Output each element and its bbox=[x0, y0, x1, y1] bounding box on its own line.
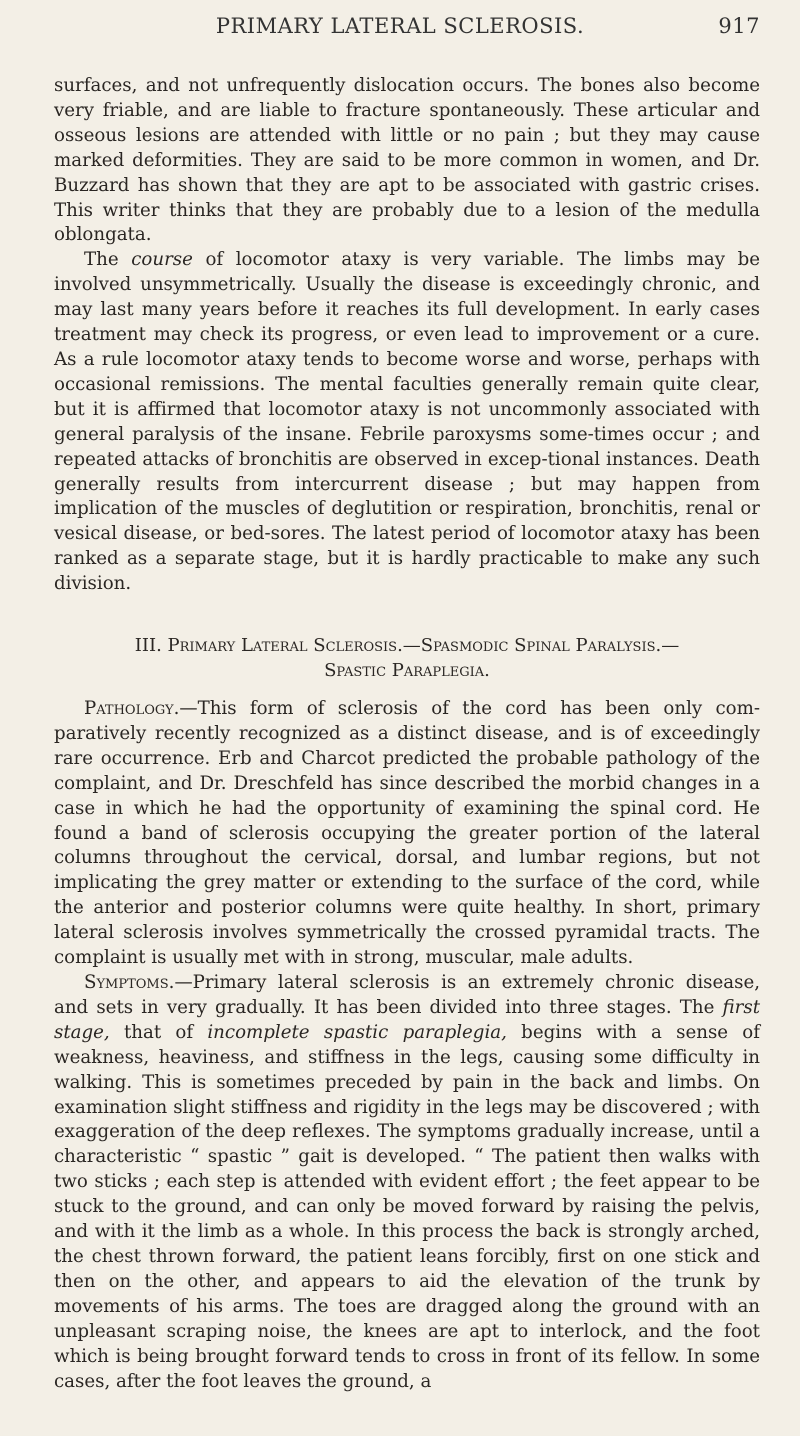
emphasis-first-stage: first stage, bbox=[54, 996, 760, 1043]
running-title: PRIMARY LATERAL SCLEROSIS. bbox=[215, 14, 585, 38]
paragraph-course: The course of locomotor ataxy is very variable. The limbs may be involved unsymmetrically. Usually the disease is exceedingly chronic, and may last many years before it reaches its full development. In early cases treatment may check its progress, or even lead to improvement or a cure. As a rule locomotor ataxy tends to become worse and worse, perhaps with occasional remissions. The mental faculties generally remain quite clear, but it is affirmed that locomotor ataxy is not uncommonly associated with general paralysis of the insane. Febrile paroxysms some-times occur ; and repeated attacks of bronchitis are observed in excep-tional instances. Death generally results from intercurrent disease ; but may happen from implication of the muscles of deglutition or respiration, bronchitis, renal or vesical disease, or bed-sores. The latest period of locomotor ataxy has been ranked as a separate stage, but it is hardly practicable to make any such division. bbox=[54, 249, 760, 595]
paragraph-pathology: Pathology.—This form of sclerosis of the cord has been only com-paratively recently recognized as a distinct disease, and is of exceedingly rare occurrence. Erb and Charcot predicted the probable pathology of the complaint, and Dr. Dreschfeld has since described the morbid changes in a case in which he had the opportunity of examining the spinal cord. He found a band of sclerosis occupying the greater portion of the lateral columns throughout the cervical, dorsal, and lumbar regions, but not implicating the grey matter or extending to the surface of the cord, while the anterior and posterior columns were quite healthy. In short, primary lateral sclerosis involves symmetrically the crossed pyramidal tracts. The complaint is usually met with in strong, muscular, male adults. bbox=[54, 698, 760, 969]
emphasis-course: course bbox=[131, 249, 193, 271]
page-number: 917 bbox=[718, 14, 760, 38]
paragraph-bone-lesions: surfaces, and not unfrequently dislocation occurs. The bones also become very friable, and are liable to fracture spontaneously. These articular and osseous lesions are attended with little or no pain ; but they may cause marked deformities. They are said to be more common in women, and Dr. Buzzard has shown that they are apt to be associated with gastric crises. This writer thinks that they are probably due to a lesion of the medulla oblongata. bbox=[54, 75, 760, 246]
symptoms-label: Symptoms. bbox=[84, 972, 175, 993]
pathology-label: Pathology. bbox=[84, 698, 180, 720]
body-text bbox=[54, 74, 760, 1394]
emphasis-incomplete-spastic-paraplegia: incomplete spastic paraplegia, bbox=[207, 1021, 507, 1043]
section-heading-line-1: III. Primary Lateral Sclerosis.—Spasmodic Spinal Paralysis.— bbox=[134, 635, 680, 657]
section-heading bbox=[54, 633, 760, 683]
paragraph-symptoms: Symptoms.—Primary lateral sclerosis is an extremely chronic disease, and sets in very gradually. It has been divided into three stages. The first stage, that of incomplete spastic paraplegia, begins with a sense of weakness, heaviness, and stiffness in the legs, causing some difficulty in walking. This is sometimes preceded by pain in the back and limbs. On examination slight stiffness and rigidity in the legs may be discovered ; with exaggeration of the deep reflexes. The symptoms gradually increase, until a characteristic “ spastic ” gait is developed. “ The patient then walks with two sticks ; each step is attended with evident effort ; the feet appear to be stuck to the ground, and can only be moved forward by raising the pelvis, and with it the limb as a whole. In this process the back is strongly arched, the chest thrown forward, the patient leans forcibly, first on one stick and then on the other, and appears to aid the elevation of the trunk by movements of his arms. The toes are dragged along the ground with an unpleasant scraping noise, the knees are apt to interlock, and the foot which is being brought forward tends to cross in front of its fellow. In some cases, after the foot leaves the ground, a bbox=[54, 972, 760, 1392]
section-heading-line-2: Spastic Paraplegia. bbox=[324, 660, 490, 682]
